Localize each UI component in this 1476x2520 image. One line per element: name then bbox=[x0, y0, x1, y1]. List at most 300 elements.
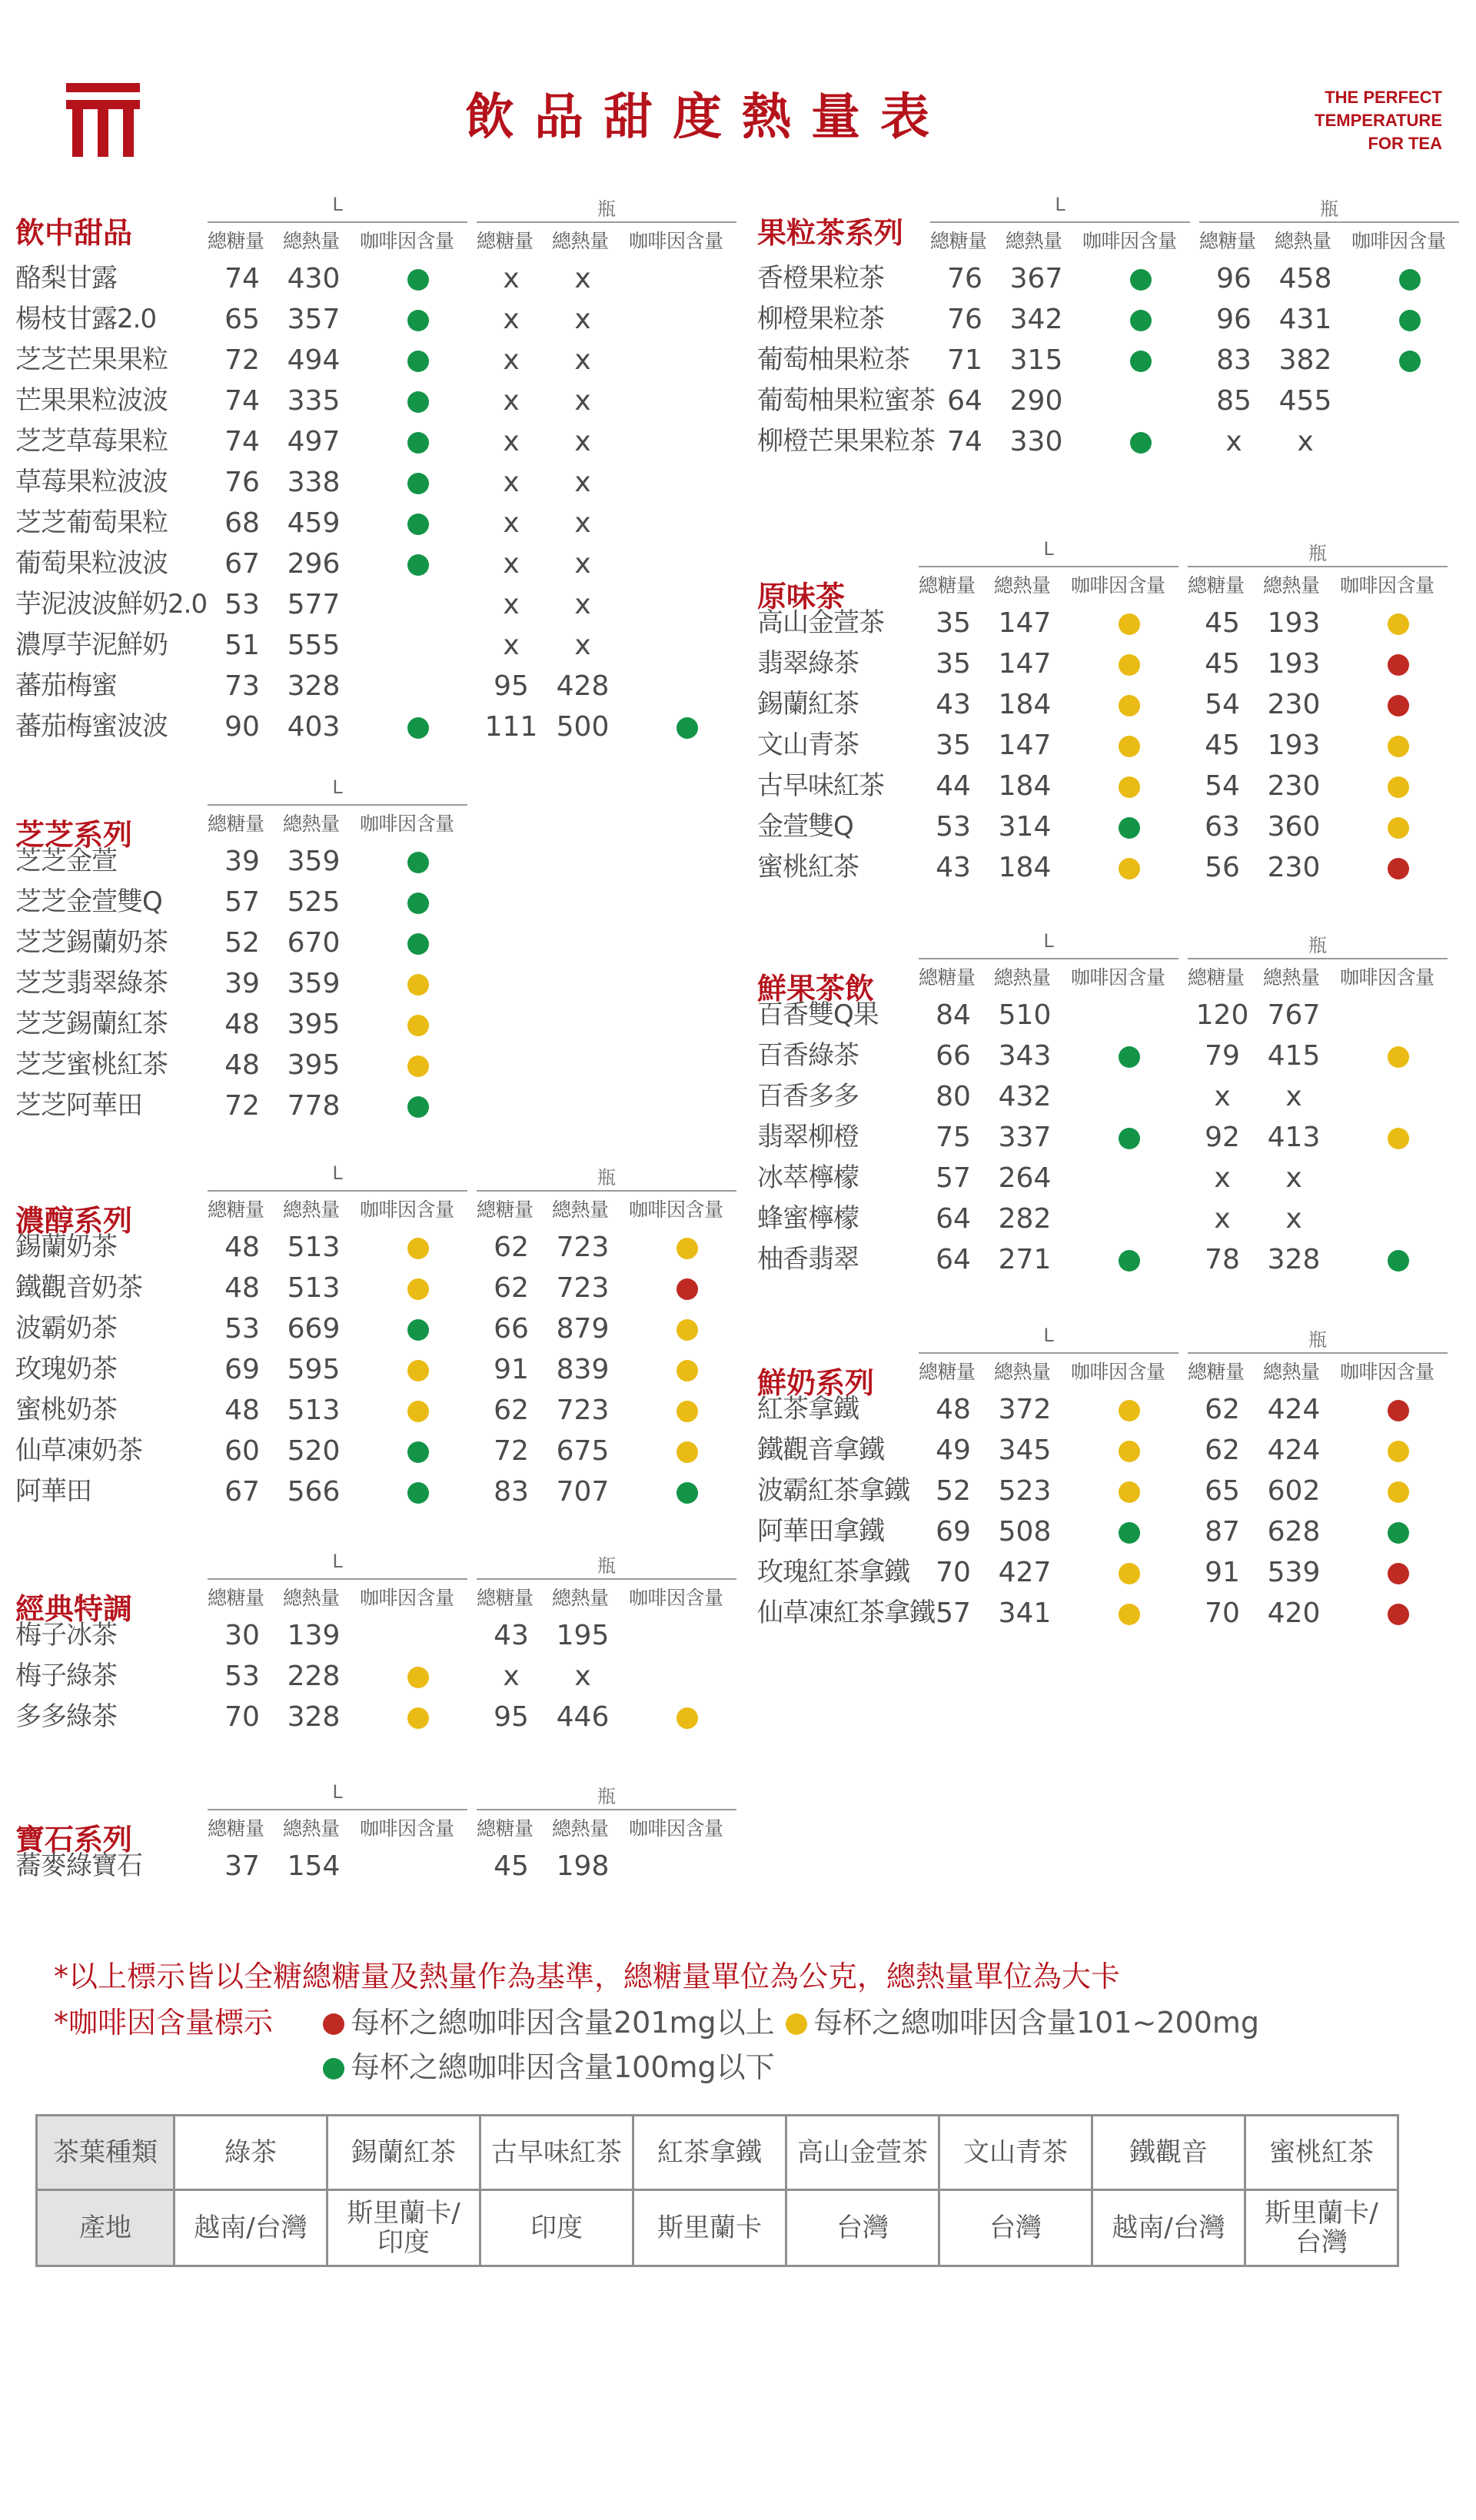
origin-header: 產地 bbox=[37, 2190, 175, 2266]
green-caffeine-dot-icon bbox=[1130, 432, 1152, 454]
table-row bbox=[15, 1308, 784, 1349]
drink-name: 波霸奶茶 bbox=[15, 1313, 117, 1344]
drink-name: 芝芝翡翠綠茶 bbox=[15, 968, 168, 999]
yellow-caffeine-dot-icon bbox=[1119, 858, 1140, 879]
green-caffeine-dot-icon bbox=[407, 852, 429, 873]
yellow-caffeine-dot-icon bbox=[676, 1360, 698, 1381]
sugar-value: 85 bbox=[1216, 385, 1252, 417]
table-row bbox=[15, 1390, 784, 1431]
calorie-value: 539 bbox=[1267, 1557, 1321, 1588]
calorie-value: 315 bbox=[1009, 344, 1063, 376]
tea-type-row bbox=[37, 2116, 1398, 2190]
sugar-value: 72 bbox=[224, 1090, 260, 1122]
calorie-value: 282 bbox=[998, 1203, 1052, 1235]
sugar-value: 74 bbox=[947, 426, 982, 457]
table-row bbox=[757, 1593, 1476, 1634]
caffeine-header: 咖啡因含量 bbox=[629, 1587, 723, 1609]
yellow-caffeine-dot-icon bbox=[1388, 1128, 1409, 1149]
yellow-caffeine-dot-icon bbox=[407, 1278, 429, 1300]
sugar-value: 57 bbox=[936, 1597, 971, 1629]
origin-cell: 斯里蘭卡/ 印度 bbox=[327, 2190, 480, 2266]
calorie-value: x bbox=[574, 589, 591, 620]
drink-name: 鐵觀音拿鐵 bbox=[757, 1435, 884, 1465]
table-row bbox=[757, 1158, 1476, 1198]
calorie-value: 431 bbox=[1278, 304, 1332, 335]
table-row bbox=[757, 1076, 1476, 1117]
sugar-header: 總糖量 bbox=[919, 966, 976, 989]
green-caffeine-dot-icon bbox=[1130, 269, 1152, 291]
drink-name: 錫蘭奶茶 bbox=[15, 1232, 117, 1262]
calorie-value: x bbox=[574, 263, 591, 294]
size-divider bbox=[208, 1809, 467, 1810]
calorie-value: 602 bbox=[1267, 1475, 1321, 1507]
size-divider bbox=[208, 221, 467, 223]
caffeine-header: 咖啡因含量 bbox=[1071, 574, 1165, 597]
sugar-value: 48 bbox=[224, 1049, 260, 1081]
calorie-header: 總熱量 bbox=[1263, 966, 1320, 989]
green-caffeine-dot-icon bbox=[407, 933, 429, 955]
size-l-label: L bbox=[332, 194, 343, 215]
red-caffeine-dot-icon bbox=[676, 1278, 698, 1300]
drink-name: 玫瑰奶茶 bbox=[15, 1354, 117, 1385]
origin-cell: 越南/台灣 bbox=[175, 2190, 327, 2266]
yellow-caffeine-dot-icon bbox=[1119, 736, 1140, 757]
drink-name: 文山青茶 bbox=[757, 730, 859, 760]
calorie-value: x bbox=[1297, 426, 1314, 457]
calorie-value: 723 bbox=[556, 1232, 610, 1263]
sugar-value: 62 bbox=[494, 1395, 529, 1426]
size-divider bbox=[208, 1578, 467, 1580]
calorie-value: 372 bbox=[998, 1394, 1052, 1425]
calorie-value: 342 bbox=[1009, 304, 1063, 335]
size-bottle-label: 瓶 bbox=[597, 1167, 616, 1189]
table-row bbox=[757, 603, 1476, 643]
sugar-header: 總糖量 bbox=[477, 1587, 534, 1609]
calorie-header: 總熱量 bbox=[283, 1198, 340, 1221]
drink-name: 柳橙果粒茶 bbox=[757, 304, 884, 334]
drink-name: 芝芝金萱 bbox=[15, 846, 117, 876]
green-caffeine-dot-icon bbox=[676, 717, 698, 739]
calorie-value: 424 bbox=[1267, 1394, 1321, 1425]
calorie-value: 525 bbox=[287, 886, 341, 918]
drink-name: 蜜桃紅茶 bbox=[757, 852, 859, 883]
table-row bbox=[15, 381, 784, 421]
yellow-caffeine-dot-icon bbox=[407, 1401, 429, 1422]
sugar-value: 66 bbox=[936, 1040, 971, 1072]
sugar-value: 48 bbox=[224, 1232, 260, 1263]
green-caffeine-dot-icon bbox=[407, 554, 429, 576]
calorie-value: 428 bbox=[556, 670, 610, 702]
calorie-value: 595 bbox=[287, 1354, 341, 1385]
drink-name: 紅茶拿鐵 bbox=[757, 1394, 859, 1425]
red-caffeine-dot-icon bbox=[1388, 858, 1409, 879]
drink-name: 蕎麥綠寶石 bbox=[15, 1850, 142, 1881]
caffeine-header: 咖啡因含量 bbox=[360, 1587, 454, 1609]
sugar-value: 43 bbox=[494, 1620, 529, 1651]
calorie-value: 395 bbox=[287, 1009, 341, 1040]
drink-name: 玫瑰紅茶拿鐵 bbox=[757, 1557, 909, 1587]
sugar-value: 57 bbox=[224, 886, 260, 918]
sugar-value: 76 bbox=[947, 263, 982, 294]
drink-name: 芝芝草莓果粒 bbox=[15, 426, 168, 457]
sugar-value: x bbox=[1225, 426, 1242, 457]
table-row bbox=[15, 963, 784, 1004]
drink-name: 芝芝錫蘭奶茶 bbox=[15, 927, 168, 958]
caffeine-header: 咖啡因含量 bbox=[1071, 1361, 1165, 1383]
drink-name: 芝芝葡萄果粒 bbox=[15, 507, 168, 538]
sugar-header: 總糖量 bbox=[1188, 966, 1245, 989]
sugar-value: 45 bbox=[1205, 648, 1240, 680]
calorie-header: 總熱量 bbox=[283, 230, 340, 252]
size-divider bbox=[1188, 958, 1448, 959]
green-caffeine-dot-icon bbox=[1388, 1250, 1409, 1272]
table-row bbox=[15, 462, 784, 503]
caffeine-header: 咖啡因含量 bbox=[360, 813, 454, 835]
sugar-value: 37 bbox=[224, 1850, 260, 1882]
sugar-value: 74 bbox=[224, 263, 260, 294]
calorie-value: 430 bbox=[287, 263, 341, 294]
legend-red: 每杯之總咖啡因含量201mg以上 bbox=[323, 1999, 775, 2041]
calorie-header: 總熱量 bbox=[994, 574, 1051, 597]
size-divider bbox=[919, 958, 1178, 959]
table-row bbox=[15, 1268, 784, 1308]
calorie-value: 271 bbox=[998, 1244, 1052, 1275]
yellow-caffeine-dot-icon bbox=[1119, 613, 1140, 635]
tea-type-cell: 高山金萱茶 bbox=[786, 2116, 939, 2190]
sugar-value: 43 bbox=[936, 852, 971, 883]
sugar-header: 總糖量 bbox=[208, 230, 264, 252]
sugar-value: 49 bbox=[936, 1435, 971, 1466]
sugar-value: x bbox=[503, 507, 520, 539]
caffeine-header: 咖啡因含量 bbox=[360, 1817, 454, 1840]
tea-type-cell: 文山青茶 bbox=[939, 2116, 1092, 2190]
caffeine-header: 咖啡因含量 bbox=[1082, 230, 1177, 252]
sugar-value: 48 bbox=[224, 1395, 260, 1426]
drink-name: 葡萄果粒波波 bbox=[15, 548, 168, 579]
page-title: 飲品甜度熱量表 bbox=[465, 88, 949, 146]
sugar-value: x bbox=[1214, 1203, 1231, 1235]
sugar-value: 62 bbox=[494, 1232, 529, 1263]
calorie-value: 523 bbox=[998, 1475, 1052, 1507]
table-row bbox=[757, 1117, 1476, 1158]
sugar-value: 91 bbox=[1205, 1557, 1240, 1588]
calorie-value: 230 bbox=[1267, 689, 1321, 720]
sugar-header: 總糖量 bbox=[919, 574, 976, 597]
sugar-value: 76 bbox=[947, 304, 982, 335]
size-l-label: L bbox=[332, 776, 343, 798]
tea-type-cell: 鐵觀音 bbox=[1092, 2116, 1245, 2190]
yellow-caffeine-dot-icon bbox=[1388, 817, 1409, 839]
calorie-value: 455 bbox=[1278, 385, 1332, 417]
green-dot-icon bbox=[323, 2058, 344, 2079]
sugar-value: 95 bbox=[494, 1701, 529, 1733]
sugar-value: 95 bbox=[494, 670, 529, 702]
table-row bbox=[15, 544, 784, 584]
drink-name: 阿華田拿鐵 bbox=[757, 1516, 884, 1547]
calorie-value: 290 bbox=[1009, 385, 1063, 417]
yellow-caffeine-dot-icon bbox=[676, 1401, 698, 1422]
origin-cell: 斯里蘭卡 bbox=[633, 2190, 786, 2266]
calorie-value: x bbox=[574, 344, 591, 376]
drink-name: 百香多多 bbox=[757, 1081, 859, 1112]
yellow-caffeine-dot-icon bbox=[1388, 736, 1409, 757]
table-row bbox=[15, 923, 784, 963]
green-caffeine-dot-icon bbox=[1119, 817, 1140, 839]
yellow-caffeine-dot-icon bbox=[407, 1056, 429, 1077]
sugar-value: 92 bbox=[1205, 1122, 1240, 1153]
green-caffeine-dot-icon bbox=[1130, 351, 1152, 372]
drink-name: 錫蘭紅茶 bbox=[757, 689, 859, 720]
calorie-value: 577 bbox=[287, 589, 341, 620]
table-row bbox=[15, 1227, 784, 1268]
size-divider bbox=[919, 1352, 1178, 1354]
table-row bbox=[757, 847, 1476, 888]
sugar-value: 69 bbox=[936, 1516, 971, 1548]
calorie-value: 330 bbox=[1009, 426, 1063, 457]
yellow-caffeine-dot-icon bbox=[407, 974, 429, 996]
calorie-value: 335 bbox=[287, 385, 341, 417]
sugar-value: 63 bbox=[1205, 811, 1240, 843]
sugar-value: 74 bbox=[224, 385, 260, 417]
calorie-value: 497 bbox=[287, 426, 341, 457]
calorie-value: 328 bbox=[287, 1701, 341, 1733]
green-caffeine-dot-icon bbox=[1130, 310, 1152, 331]
calorie-value: 446 bbox=[556, 1701, 610, 1733]
calorie-value: 723 bbox=[556, 1395, 610, 1426]
tea-type-header: 茶葉種類 bbox=[37, 2116, 175, 2190]
calorie-value: x bbox=[574, 548, 591, 580]
sugar-value: 96 bbox=[1216, 263, 1252, 294]
green-caffeine-dot-icon bbox=[407, 1482, 429, 1504]
yellow-caffeine-dot-icon bbox=[1119, 1563, 1140, 1584]
sugar-value: 60 bbox=[224, 1435, 260, 1467]
calorie-value: 230 bbox=[1267, 852, 1321, 883]
yellow-caffeine-dot-icon bbox=[1119, 1441, 1140, 1462]
sugar-header: 總糖量 bbox=[208, 813, 264, 835]
sugar-value: 96 bbox=[1216, 304, 1252, 335]
brand-tagline: THE PERFECT TEMPERATURE FOR TEA bbox=[1315, 88, 1442, 153]
calorie-value: 566 bbox=[287, 1476, 341, 1508]
size-bottle-label: 瓶 bbox=[1308, 543, 1327, 564]
size-l-label: L bbox=[332, 1781, 343, 1803]
drink-name: 波霸紅茶拿鐵 bbox=[757, 1475, 909, 1506]
drink-name: 金萱雙Q bbox=[757, 811, 853, 842]
sugar-value: 64 bbox=[936, 1203, 971, 1235]
table-row bbox=[757, 299, 1476, 340]
sugar-value: 78 bbox=[1205, 1244, 1240, 1275]
table-row bbox=[15, 625, 784, 666]
size-divider bbox=[1199, 221, 1459, 223]
calorie-value: 879 bbox=[556, 1313, 610, 1345]
calorie-value: 555 bbox=[287, 630, 341, 661]
size-bottle-label: 瓶 bbox=[1308, 935, 1327, 956]
origin-cell: 台灣 bbox=[939, 2190, 1092, 2266]
sugar-value: x bbox=[1214, 1162, 1231, 1194]
table-row bbox=[757, 725, 1476, 766]
table-row bbox=[15, 421, 784, 462]
size-l-label: L bbox=[1043, 1325, 1054, 1346]
green-caffeine-dot-icon bbox=[676, 1482, 698, 1504]
table-row bbox=[15, 1349, 784, 1390]
drink-name: 柚香翡翠 bbox=[757, 1244, 859, 1275]
sugar-value: 74 bbox=[224, 426, 260, 457]
green-caffeine-dot-icon bbox=[407, 717, 429, 739]
green-caffeine-dot-icon bbox=[407, 432, 429, 454]
sugar-value: 111 bbox=[484, 711, 538, 743]
drink-name: 梅子綠茶 bbox=[15, 1661, 117, 1691]
yellow-caffeine-dot-icon bbox=[1388, 613, 1409, 635]
calorie-value: 413 bbox=[1267, 1122, 1321, 1153]
size-l-label: L bbox=[1043, 930, 1054, 952]
sugar-value: 83 bbox=[1216, 344, 1252, 376]
section-title: 果粒茶系列 bbox=[757, 215, 904, 250]
caffeine-header: 咖啡因含量 bbox=[1340, 574, 1434, 597]
calorie-value: 147 bbox=[998, 730, 1052, 761]
table-row bbox=[15, 299, 784, 340]
size-bottle-label: 瓶 bbox=[597, 1555, 616, 1577]
size-divider bbox=[477, 1190, 736, 1192]
red-caffeine-dot-icon bbox=[1388, 654, 1409, 676]
caffeine-header: 咖啡因含量 bbox=[1351, 230, 1446, 252]
calorie-header: 總熱量 bbox=[1006, 230, 1062, 252]
sugar-value: 70 bbox=[1205, 1597, 1240, 1629]
yellow-caffeine-dot-icon bbox=[676, 1319, 698, 1341]
caffeine-header: 咖啡因含量 bbox=[629, 1817, 723, 1840]
sugar-value: 43 bbox=[936, 689, 971, 720]
calorie-header: 總熱量 bbox=[552, 1198, 609, 1221]
drink-name: 芋泥波波鮮奶2.0 bbox=[15, 589, 208, 620]
table-row bbox=[757, 1511, 1476, 1552]
sugar-value: 52 bbox=[224, 927, 260, 959]
red-caffeine-dot-icon bbox=[1388, 1400, 1409, 1421]
table-row bbox=[757, 1430, 1476, 1471]
calorie-value: 359 bbox=[287, 968, 341, 999]
table-row bbox=[757, 1471, 1476, 1511]
calorie-value: x bbox=[1285, 1162, 1302, 1194]
table-row bbox=[15, 1045, 784, 1085]
calorie-value: 184 bbox=[998, 770, 1052, 802]
calorie-value: 345 bbox=[998, 1435, 1052, 1466]
calorie-value: x bbox=[574, 630, 591, 661]
drink-name: 多多綠茶 bbox=[15, 1701, 117, 1732]
section-title: 經典特調 bbox=[15, 1591, 133, 1626]
calorie-value: 314 bbox=[998, 811, 1052, 843]
green-caffeine-dot-icon bbox=[407, 1096, 429, 1118]
caffeine-header: 咖啡因含量 bbox=[1340, 966, 1434, 989]
calorie-value: 147 bbox=[998, 607, 1052, 639]
calorie-value: 147 bbox=[998, 648, 1052, 680]
table-row bbox=[757, 1552, 1476, 1593]
calorie-value: 193 bbox=[1267, 607, 1321, 639]
table-row bbox=[757, 258, 1476, 299]
sugar-header: 總糖量 bbox=[919, 1361, 976, 1383]
drink-name: 酪梨甘露 bbox=[15, 263, 117, 294]
drink-name: 蕃茄梅蜜波波 bbox=[15, 711, 168, 742]
green-caffeine-dot-icon bbox=[407, 269, 429, 291]
calorie-value: 508 bbox=[998, 1516, 1052, 1548]
calorie-value: 184 bbox=[998, 852, 1052, 883]
calorie-value: 395 bbox=[287, 1049, 341, 1081]
calorie-value: x bbox=[1285, 1081, 1302, 1112]
calorie-header: 總熱量 bbox=[552, 1817, 609, 1840]
yellow-caffeine-dot-icon bbox=[407, 1015, 429, 1036]
calorie-header: 總熱量 bbox=[1275, 230, 1331, 252]
green-caffeine-dot-icon bbox=[1399, 269, 1421, 291]
sugar-value: x bbox=[503, 1661, 520, 1692]
yellow-caffeine-dot-icon bbox=[1119, 654, 1140, 676]
calorie-value: 670 bbox=[287, 927, 341, 959]
calorie-value: 264 bbox=[998, 1162, 1052, 1194]
size-l-label: L bbox=[1043, 538, 1054, 560]
red-caffeine-dot-icon bbox=[1388, 1604, 1409, 1625]
table-row bbox=[757, 766, 1476, 806]
calorie-value: 230 bbox=[1267, 770, 1321, 802]
size-divider bbox=[930, 221, 1190, 223]
sugar-value: 67 bbox=[224, 1476, 260, 1508]
calorie-value: 343 bbox=[998, 1040, 1052, 1072]
size-divider bbox=[1188, 566, 1448, 567]
tea-type-cell: 蜜桃紅茶 bbox=[1245, 2116, 1398, 2190]
sugar-value: 72 bbox=[494, 1435, 529, 1467]
sugar-value: 51 bbox=[224, 630, 260, 661]
calorie-value: x bbox=[574, 507, 591, 539]
table-row bbox=[757, 1198, 1476, 1239]
calorie-value: 360 bbox=[1267, 811, 1321, 843]
green-caffeine-dot-icon bbox=[1119, 1522, 1140, 1544]
sugar-value: 48 bbox=[936, 1394, 971, 1425]
sugar-value: 80 bbox=[936, 1081, 971, 1112]
red-caffeine-dot-icon bbox=[1388, 695, 1409, 716]
drink-name: 芝芝金萱雙Q bbox=[15, 886, 162, 917]
legend-green: 每杯之總咖啡因含量100mg以下 bbox=[323, 2043, 775, 2086]
green-caffeine-dot-icon bbox=[407, 1319, 429, 1341]
drink-name: 鐵觀音奶茶 bbox=[15, 1272, 142, 1303]
section-title: 濃醇系列 bbox=[15, 1203, 133, 1238]
green-caffeine-dot-icon bbox=[1388, 1522, 1409, 1544]
section-title: 飲中甜品 bbox=[15, 215, 133, 250]
drink-name: 翡翠柳橙 bbox=[757, 1122, 859, 1152]
legend-yellow: 每杯之總咖啡因含量101~200mg bbox=[786, 1999, 1259, 2041]
green-caffeine-dot-icon bbox=[1399, 351, 1421, 372]
sugar-value: x bbox=[503, 467, 520, 498]
drink-name: 芝芝錫蘭紅茶 bbox=[15, 1009, 168, 1039]
calorie-value: 415 bbox=[1267, 1040, 1321, 1072]
sugar-value: x bbox=[503, 263, 520, 294]
sugar-value: 87 bbox=[1205, 1516, 1240, 1548]
sugar-value: x bbox=[503, 344, 520, 376]
table-row bbox=[757, 806, 1476, 847]
size-l-label: L bbox=[332, 1551, 343, 1572]
green-caffeine-dot-icon bbox=[407, 391, 429, 413]
calorie-value: 367 bbox=[1009, 263, 1063, 294]
sugar-header: 總糖量 bbox=[477, 230, 534, 252]
drink-name: 葡萄柚果粒茶 bbox=[757, 344, 909, 375]
section-title: 鮮果茶飲 bbox=[757, 971, 875, 1006]
yellow-caffeine-dot-icon bbox=[1388, 1481, 1409, 1503]
calorie-value: 382 bbox=[1278, 344, 1332, 376]
drink-name: 翡翠綠茶 bbox=[757, 648, 859, 679]
drink-name: 阿華田 bbox=[15, 1476, 91, 1507]
calorie-value: 184 bbox=[998, 689, 1052, 720]
calorie-value: 675 bbox=[556, 1435, 610, 1467]
table-row bbox=[757, 684, 1476, 725]
table-row bbox=[15, 1471, 784, 1512]
calorie-value: 228 bbox=[287, 1661, 341, 1692]
sugar-value: x bbox=[503, 426, 520, 457]
sugar-value: 35 bbox=[936, 607, 971, 639]
sugar-value: 45 bbox=[494, 1850, 529, 1882]
calorie-value: 341 bbox=[998, 1597, 1052, 1629]
